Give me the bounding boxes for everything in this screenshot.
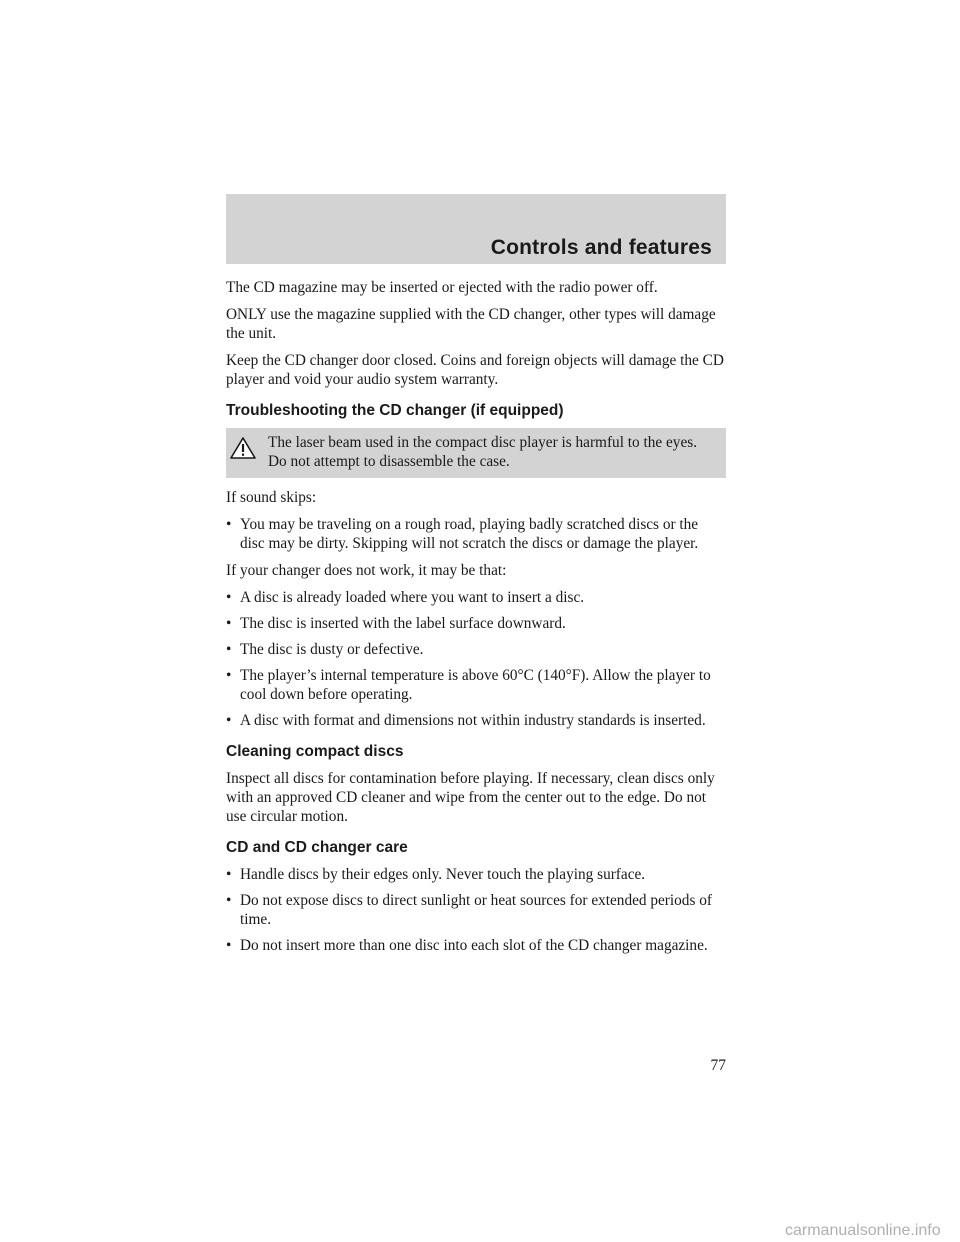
- watermark-link[interactable]: carmanualsonline.info: [785, 1222, 941, 1239]
- list-item: • The player’s internal temperature is above 60°C (140°F). Allow the player to cool down before operating.: [226, 666, 726, 704]
- page-number: 77: [710, 1057, 726, 1074]
- list-item: • Handle discs by their edges only. Never touch the playing surface.: [226, 865, 726, 884]
- intro-paragraph-2: ONLY use the magazine supplied with the CD changer, other types will damage the unit.: [226, 306, 716, 342]
- nowork-intro: If your changer does not work, it may be that:: [226, 562, 507, 579]
- warning-triangle-icon: [229, 436, 257, 460]
- nowork-list: [226, 588, 726, 730]
- skips-list: [226, 515, 726, 553]
- page-content: [226, 278, 726, 963]
- intro-paragraph-1: The CD magazine may be inserted or ejected with the radio power off.: [226, 279, 658, 296]
- list-item: • A disc with format and dimensions not within industry standards is inserted.: [226, 711, 726, 730]
- care-list: [226, 865, 726, 955]
- list-item: • The disc is dusty or defective.: [226, 640, 726, 659]
- care-heading: CD and CD changer care: [226, 839, 408, 856]
- list-item: • A disc is already loaded where you want to insert a disc.: [226, 588, 726, 607]
- list-item: • Do not expose discs to direct sunlight or heat sources for extended periods of time.: [226, 891, 726, 929]
- intro-paragraph-3: Keep the CD changer door closed. Coins and foreign objects will damage the CD player and void your audio system warranty.: [226, 352, 724, 388]
- list-item: • You may be traveling on a rough road, playing badly scratched discs or the disc may be dirty. Skipping will not scratch the discs or damage the player.: [226, 515, 726, 553]
- cleaning-heading: Cleaning compact discs: [226, 743, 404, 760]
- warning-box: [226, 428, 726, 478]
- cleaning-text: Inspect all discs for contamination before playing. If necessary, clean discs only with an approved CD cleaner and wipe from the center out to the edge. Do not use circular motion.: [226, 770, 715, 825]
- warning-text: The laser beam used in the compact disc player is harmful to the eyes. Do not attempt to disassemble the case.: [268, 434, 698, 470]
- list-item: • The disc is inserted with the label surface downward.: [226, 614, 726, 633]
- skips-intro: If sound skips:: [226, 489, 317, 506]
- list-item: • Do not insert more than one disc into each slot of the CD changer magazine.: [226, 936, 726, 955]
- section-header: [226, 194, 726, 264]
- troubleshooting-heading: Troubleshooting the CD changer (if equipped): [226, 402, 564, 419]
- section-title: Controls and features: [490, 236, 712, 259]
